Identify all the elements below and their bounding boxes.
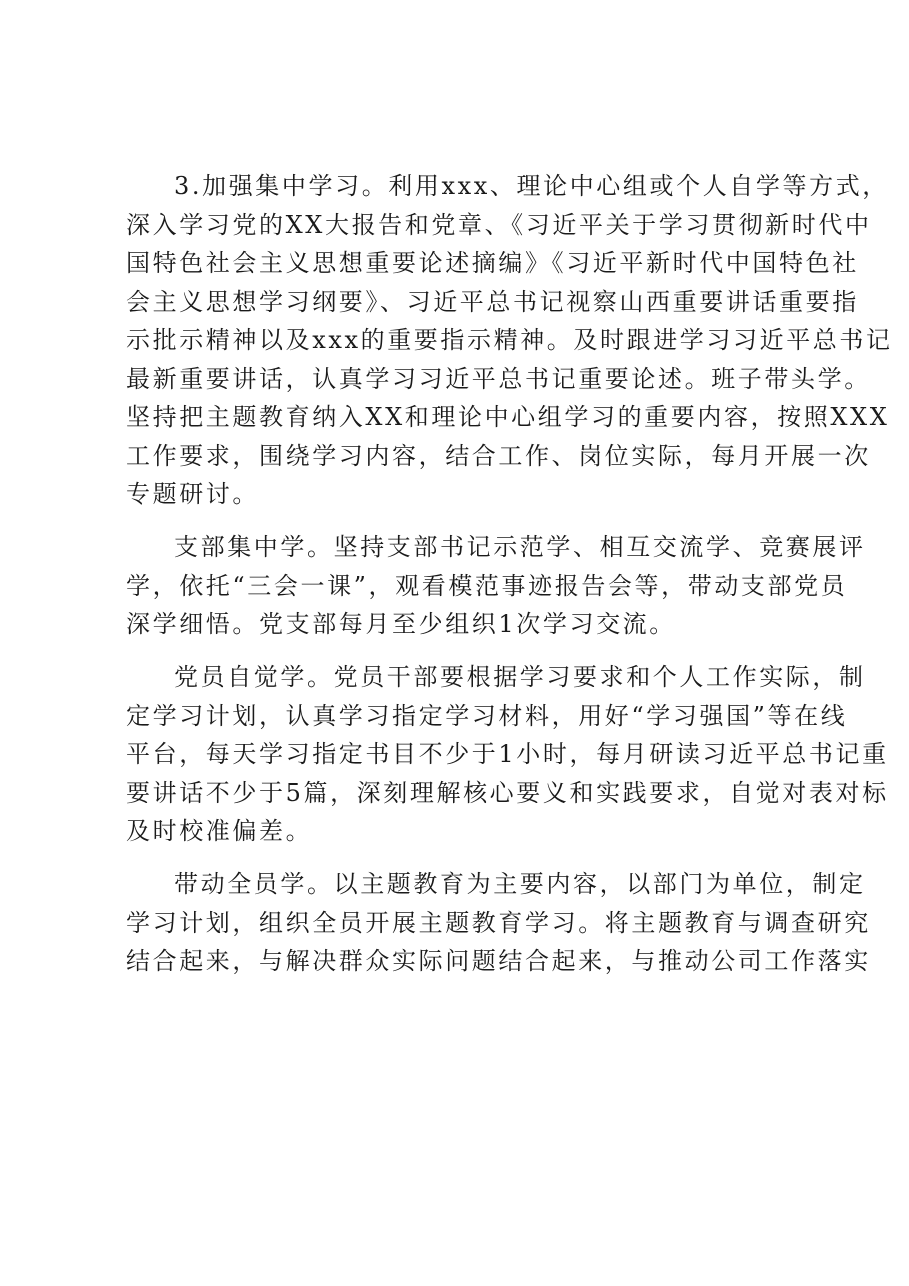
paragraph-spacer bbox=[126, 851, 806, 866]
paragraph-spacer bbox=[126, 514, 806, 529]
text-line: 专题研讨。 bbox=[126, 480, 259, 508]
text-line: 3.加强集中学习。利用xxx、理论中心组或个人自学等方式， bbox=[174, 172, 889, 200]
paragraph-all-staff-study bbox=[126, 865, 871, 981]
text-line: 结合起来，与解决群众实际问题结合起来，与推动公司工作落实 bbox=[126, 947, 871, 975]
text-line: 及时校准偏差。 bbox=[126, 817, 313, 845]
text-line: 定学习计划，认真学习指定学习材料，用好“学习强国”等在线 bbox=[126, 701, 848, 730]
text-line: 平台，每天学习指定书目不少于1小时，每月研读习近平总书记重 bbox=[126, 740, 889, 768]
text-line: 学，依托“三会一课”，观看模范事迹报告会等，带动支部党员 bbox=[126, 571, 848, 600]
text-line: 坚持把主题教育纳入XX和理论中心组学习的重要内容，按照XXX bbox=[126, 403, 890, 431]
paragraph-spacer bbox=[126, 644, 806, 659]
document-body bbox=[126, 167, 893, 981]
text-line: 党员自觉学。党员干部要根据学习要求和个人工作实际，制 bbox=[174, 663, 866, 691]
paragraph-member-self-study bbox=[126, 658, 889, 851]
text-line: 深入学习党的XX大报告和党章、《习近平关于学习贯彻新时代中 bbox=[126, 210, 872, 239]
text-line: 会主义思想学习纲要》、习近平总书记视察山西重要讲话重要指 bbox=[126, 287, 859, 316]
paragraph-branch-study bbox=[126, 528, 866, 644]
text-line: 深学细悟。党支部每月至少组织1次学习交流。 bbox=[126, 610, 676, 638]
text-line: 示批示精神以及xxx的重要指示精神。及时跟进学习习近平总书记 bbox=[126, 326, 893, 354]
text-line: 最新重要讲话，认真学习习近平总书记重要论述。班子带头学。 bbox=[126, 364, 871, 393]
text-line: 工作要求，围绕学习内容，结合工作、岗位实际，每月开展一次 bbox=[126, 441, 871, 470]
paragraph-centralized-study bbox=[126, 167, 893, 514]
text-line: 带动全员学。以主题教育为主要内容，以部门为单位，制定 bbox=[174, 870, 866, 898]
text-line: 要讲话不少于5篇，深刻理解核心要义和实践要求，自觉对表对标 bbox=[126, 778, 889, 807]
text-line: 国特色社会主义思想重要论述摘编》《习近平新时代中国特色社 bbox=[126, 249, 859, 277]
text-line: 学习计划，组织全员开展主题教育学习。将主题教育与调查研究 bbox=[126, 908, 871, 937]
text-line: 支部集中学。坚持支部书记示范学、相互交流学、竞赛展评 bbox=[174, 533, 866, 561]
